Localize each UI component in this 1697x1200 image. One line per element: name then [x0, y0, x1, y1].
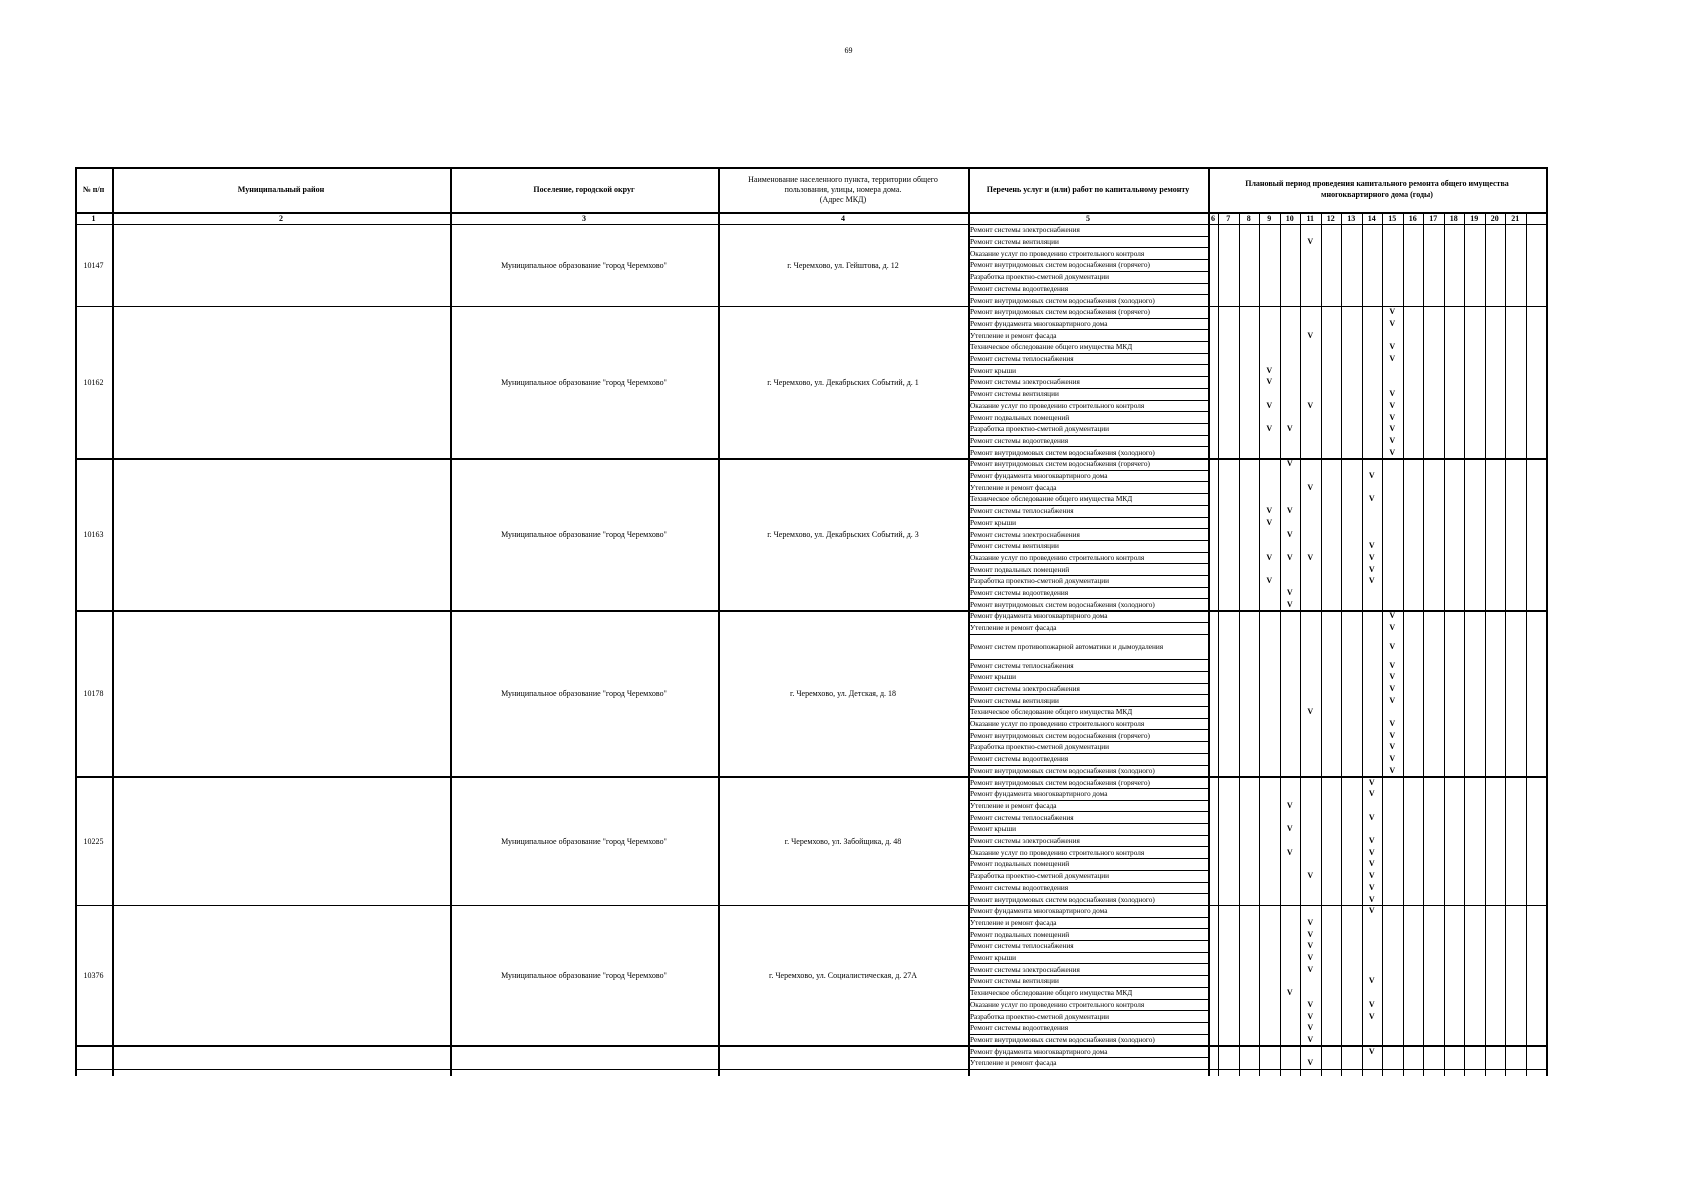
column-number: 17 [1429, 214, 1438, 223]
work-item: Ремонт системы теплоснабжения [970, 506, 1074, 516]
record-settlement: Муниципальное образование "город Черемхово" [501, 530, 667, 540]
year-mark-v: V [1286, 529, 1293, 539]
year-mark-v: V [1286, 988, 1293, 998]
work-item: Ремонт внутридомовых систем водоснабжения (горячего) [970, 730, 1150, 740]
year-mark-v: V [1368, 976, 1375, 986]
record-id: 10376 [83, 971, 104, 981]
page-number: 69 [844, 46, 853, 55]
year-mark-v: V [1389, 641, 1396, 651]
year-column-border [1300, 212, 1301, 1076]
record-id: 10163 [83, 530, 104, 540]
year-column-border [1423, 212, 1424, 1076]
year-mark-v: V [1389, 623, 1396, 633]
year-mark-v: V [1286, 847, 1293, 857]
column-border [1208, 167, 1210, 1076]
work-item: Ремонт системы электроснабжения [970, 377, 1080, 387]
column-number: 15 [1388, 214, 1397, 223]
work-item: Ремонт системы электроснабжения [970, 964, 1080, 974]
year-mark-v: V [1307, 999, 1314, 1009]
column-numbers-bottom-border [75, 224, 1546, 225]
year-mark-v: V [1389, 730, 1396, 740]
year-mark-v: V [1368, 789, 1375, 799]
column-number: 13 [1347, 214, 1356, 223]
header-period-line: многоквартирного дома (годы) [1321, 190, 1433, 199]
record-divider [75, 306, 1546, 308]
column-number: 14 [1367, 214, 1376, 223]
year-mark-v: V [1389, 683, 1396, 693]
record-address: г. Черемхово, ул. Социалистическая, д. 27А [768, 971, 918, 981]
year-mark-v: V [1368, 541, 1375, 551]
work-item: Ремонт внутридомовых систем водоснабжения (горячего) [970, 459, 1150, 469]
column-number: 8 [1246, 214, 1251, 223]
year-mark-v: V [1389, 611, 1396, 621]
column-number: 11 [1306, 214, 1315, 223]
work-item: Ремонт системы водоотведения [970, 283, 1069, 293]
year-mark-v: V [1389, 318, 1396, 328]
year-column-border [1321, 212, 1322, 1076]
year-mark-v: V [1307, 330, 1314, 340]
column-number: 19 [1470, 214, 1479, 223]
year-mark-v: V [1266, 576, 1273, 586]
record-divider [75, 905, 1546, 907]
year-column-border [1485, 212, 1486, 1076]
record-address: г. Черемхово, ул. Гейштова, д. 12 [787, 260, 899, 270]
year-mark-v: V [1368, 564, 1375, 574]
year-mark-v: V [1389, 742, 1396, 752]
year-mark-v: V [1286, 588, 1293, 598]
column-number: 6 [1211, 214, 1215, 223]
work-item: Утепление и ремонт фасада [970, 623, 1057, 633]
work-item: Ремонт системы теплоснабжения [970, 941, 1074, 951]
year-mark-v: V [1286, 599, 1293, 609]
year-mark-v: V [1368, 847, 1375, 857]
column-number: 10 [1285, 214, 1294, 223]
column-border [75, 167, 77, 1076]
year-column-border [1280, 212, 1281, 1076]
work-item: Разработка проектно-сметной документации [970, 424, 1110, 434]
year-mark-v: V [1286, 824, 1293, 834]
year-mark-v: V [1368, 471, 1375, 481]
work-item: Ремонт системы вентиляции [970, 976, 1059, 986]
header-period-line: Плановый период проведения капитального ремонта общего имущества [1245, 179, 1509, 188]
year-mark-v: V [1368, 859, 1375, 869]
year-mark-v: V [1368, 894, 1375, 904]
year-mark-v: V [1266, 517, 1273, 527]
year-mark-v: V [1389, 307, 1396, 317]
column-number: 4 [841, 214, 845, 223]
year-mark-v: V [1307, 1058, 1314, 1068]
work-item: Ремонт внутридомовых систем водоснабжения (горячего) [970, 777, 1150, 787]
header-address-line: Наименование населенного пункта, территории общего [748, 175, 938, 184]
work-item: Утепление и ремонт фасада [970, 482, 1057, 492]
year-mark-v: V [1307, 964, 1314, 974]
year-mark-v: V [1307, 953, 1314, 963]
year-mark-v: V [1368, 576, 1375, 586]
column-number: 20 [1490, 214, 1499, 223]
year-mark-v: V [1368, 999, 1375, 1009]
work-item: Утепление и ремонт фасада [970, 800, 1057, 810]
work-item: Ремонт системы водоотведения [970, 754, 1069, 764]
work-item: Ремонт внутридомовых систем водоснабжения (холодного) [970, 765, 1155, 775]
work-item: Оказание услуг по проведению строительного контроля [970, 847, 1145, 857]
work-item: Ремонт крыши [970, 672, 1017, 682]
work-item: Ремонт фундамента многоквартирного дома [970, 1046, 1108, 1056]
year-column-border [1505, 212, 1506, 1076]
year-mark-v: V [1368, 836, 1375, 846]
record-id: 10147 [83, 260, 104, 270]
year-mark-v: V [1307, 400, 1314, 410]
work-item: Техническое обследование общего имущества МКД [970, 988, 1133, 998]
year-mark-v: V [1368, 906, 1375, 916]
year-mark-v: V [1389, 424, 1396, 434]
year-column-border [1362, 212, 1363, 1076]
work-item: Утепление и ремонт фасада [970, 1058, 1057, 1068]
column-border [112, 167, 114, 1076]
record-divider [75, 776, 1546, 778]
year-column-border [1464, 212, 1465, 1076]
work-item: Ремонт фундамента многоквартирного дома [970, 471, 1108, 481]
year-column-border [1444, 212, 1445, 1076]
work-item: Ремонт фундамента многоквартирного дома [970, 789, 1108, 799]
work-item: Утепление и ремонт фасада [970, 917, 1057, 927]
record-settlement: Муниципальное образование "город Черемхово" [501, 836, 667, 846]
column-number: 12 [1326, 214, 1335, 223]
year-mark-v: V [1266, 377, 1273, 387]
column-number: 7 [1226, 214, 1231, 223]
work-item: Ремонт подвальных помещений [970, 929, 1070, 939]
work-item: Утепление и ремонт фасада [970, 330, 1057, 340]
record-settlement: Муниципальное образование "город Черемхово" [501, 260, 667, 270]
header-district: Муниципальный район [237, 184, 325, 194]
work-item: Ремонт крыши [970, 953, 1017, 963]
work-item: Ремонт системы теплоснабжения [970, 354, 1074, 364]
column-number: 18 [1449, 214, 1458, 223]
record-settlement: Муниципальное образование "город Черемхово" [501, 377, 667, 387]
year-mark-v: V [1389, 435, 1396, 445]
header-works: Перечень услуг и (или) работ по капитальному ремонту [986, 184, 1190, 194]
column-number: 1 [91, 214, 96, 223]
year-mark-v: V [1389, 719, 1396, 729]
year-mark-v: V [1368, 494, 1375, 504]
work-item: Ремонт системы электроснабжения [970, 836, 1080, 846]
header-address-line: пользования, улицы, номера дома. [784, 185, 902, 194]
year-column-border [1526, 212, 1527, 1076]
year-column-border [1259, 212, 1260, 1076]
column-border [718, 167, 720, 1076]
year-mark-v: V [1307, 1034, 1314, 1044]
work-item: Оказание услуг по проведению строительного контроля [970, 400, 1145, 410]
year-column-border [1218, 212, 1219, 1076]
year-mark-v: V [1389, 754, 1396, 764]
year-mark-v: V [1389, 447, 1396, 457]
work-item: Ремонт крыши [970, 365, 1017, 375]
column-number: 5 [1086, 214, 1090, 223]
work-item: Ремонт внутридомовых систем водоснабжения (горячего) [970, 260, 1150, 270]
year-mark-v: V [1307, 552, 1314, 562]
year-mark-v: V [1307, 1023, 1314, 1033]
work-item: Ремонт системы вентиляции [970, 541, 1059, 551]
work-item: Ремонт подвальных помещений [970, 564, 1070, 574]
work-item: Ремонт подвальных помещений [970, 412, 1070, 422]
work-item: Ремонт системы электроснабжения [970, 683, 1080, 693]
work-item: Ремонт крыши [970, 824, 1017, 834]
work-item: Разработка проектно-сметной документации [970, 742, 1110, 752]
year-column-border [1403, 212, 1404, 1076]
work-item: Оказание услуг по проведению строительного контроля [970, 999, 1145, 1009]
work-item: Ремонт системы электроснабжения [970, 529, 1080, 539]
work-item: Разработка проектно-сметной документации [970, 871, 1110, 881]
column-number: 3 [582, 214, 586, 223]
year-mark-v: V [1368, 882, 1375, 892]
record-id: 10225 [83, 836, 104, 846]
work-item: Ремонт системы водоотведения [970, 1023, 1069, 1033]
year-mark-v: V [1307, 1011, 1314, 1021]
work-item: Оказание услуг по проведению строительного контроля [970, 248, 1145, 258]
work-item: Ремонт крыши [970, 517, 1017, 527]
work-item: Ремонт внутридомовых систем водоснабжения (горячего) [970, 307, 1150, 317]
year-mark-v: V [1389, 389, 1396, 399]
record-settlement: Муниципальное образование "город Черемхово" [501, 971, 667, 981]
year-mark-v: V [1389, 672, 1396, 682]
work-item: Ремонт системы электроснабжения [970, 225, 1080, 235]
year-mark-v: V [1307, 707, 1314, 717]
year-mark-v: V [1389, 400, 1396, 410]
work-item: Ремонт внутридомовых систем водоснабжения (холодного) [970, 1034, 1155, 1044]
year-mark-v: V [1389, 342, 1396, 352]
year-mark-v: V [1307, 929, 1314, 939]
year-mark-v: V [1389, 765, 1396, 775]
column-number: 2 [279, 214, 283, 223]
work-item: Ремонт фундамента многоквартирного дома [970, 906, 1108, 916]
work-item: Ремонт системы вентиляции [970, 389, 1059, 399]
record-id: 10162 [83, 377, 104, 387]
year-mark-v: V [1389, 695, 1396, 705]
year-mark-v: V [1389, 354, 1396, 364]
work-item: Ремонт системы теплоснабжения [970, 660, 1074, 670]
column-border [968, 167, 970, 1076]
year-mark-v: V [1307, 917, 1314, 927]
record-divider [75, 610, 1546, 612]
record-divider [75, 458, 1546, 460]
year-mark-v: V [1307, 871, 1314, 881]
year-column-border [1341, 212, 1342, 1076]
year-mark-v: V [1266, 400, 1273, 410]
header-address-line: (Адрес МКД) [819, 195, 867, 204]
year-mark-v: V [1368, 552, 1375, 562]
column-border [1546, 167, 1548, 1076]
year-mark-v: V [1307, 941, 1314, 951]
year-mark-v: V [1368, 777, 1375, 787]
work-item: Ремонт подвальных помещений [970, 859, 1070, 869]
year-mark-v: V [1266, 424, 1273, 434]
work-item: Ремонт внутридомовых систем водоснабжения (холодного) [970, 894, 1155, 904]
work-item: Разработка проектно-сметной документации [970, 272, 1110, 282]
work-item: Ремонт системы водоотведения [970, 882, 1069, 892]
record-id: 10178 [83, 689, 104, 699]
year-mark-v: V [1286, 459, 1293, 469]
work-item: Ремонт фундамента многоквартирного дома [970, 318, 1108, 328]
work-item: Оказание услуг по проведению строительного контроля [970, 719, 1145, 729]
year-mark-v: V [1286, 506, 1293, 516]
work-row-divider [968, 634, 1208, 635]
year-column-border [1382, 212, 1383, 1076]
year-mark-v: V [1266, 506, 1273, 516]
work-item: Техническое обследование общего имущества МКД [970, 494, 1133, 504]
year-mark-v: V [1389, 412, 1396, 422]
record-address: г. Черемхово, ул. Декабрьских Событий, д. 3 [767, 530, 919, 540]
year-mark-v: V [1368, 1046, 1375, 1056]
record-divider [75, 1069, 1546, 1071]
record-settlement: Муниципальное образование "город Черемхово" [501, 689, 667, 699]
year-mark-v: V [1286, 552, 1293, 562]
work-item: Ремонт системы водоотведения [970, 435, 1069, 445]
work-item: Ремонт внутридомовых систем водоснабжения (холодного) [970, 447, 1155, 457]
header-settlement: Поселение, городской округ [533, 184, 635, 194]
column-number: 16 [1408, 214, 1417, 223]
record-divider [75, 1045, 1546, 1047]
record-address: г. Черемхово, ул. Детская, д. 18 [789, 689, 897, 699]
work-item: Ремонт внутридомовых систем водоснабжения (холодного) [970, 295, 1155, 305]
table-top-border [75, 167, 1546, 169]
year-mark-v: V [1286, 424, 1293, 434]
column-number: 9 [1267, 214, 1272, 223]
header-row-number: № п/п [82, 184, 105, 194]
work-item: Ремонт внутридомовых систем водоснабжения (холодного) [970, 599, 1155, 609]
year-mark-v: V [1266, 365, 1273, 375]
work-item: Ремонт системы теплоснабжения [970, 812, 1074, 822]
year-mark-v: V [1307, 237, 1314, 247]
year-mark-v: V [1307, 482, 1314, 492]
column-number: 21 [1511, 214, 1520, 223]
work-item: Разработка проектно-сметной документации [970, 576, 1110, 586]
column-border [450, 167, 452, 1076]
work-item: Ремонт системы водоотведения [970, 588, 1069, 598]
work-item: Разработка проектно-сметной документации [970, 1011, 1110, 1021]
work-item: Техническое обследование общего имущества МКД [970, 707, 1133, 717]
year-mark-v: V [1389, 660, 1396, 670]
year-mark-v: V [1286, 800, 1293, 810]
work-item: Ремонт систем противопожарной автоматики и дымоудаления [970, 641, 1164, 651]
work-item: Ремонт системы вентиляции [970, 695, 1059, 705]
work-item: Оказание услуг по проведению строительного контроля [970, 552, 1145, 562]
work-item: Ремонт фундамента многоквартирного дома [970, 611, 1108, 621]
work-item: Ремонт системы вентиляции [970, 237, 1059, 247]
year-mark-v: V [1266, 552, 1273, 562]
year-column-border [1239, 212, 1240, 1076]
work-item: Техническое обследование общего имущества МКД [970, 342, 1133, 352]
record-address: г. Черемхово, ул. Декабрьских Событий, д. 1 [767, 377, 919, 387]
year-mark-v: V [1368, 1011, 1375, 1021]
year-mark-v: V [1368, 871, 1375, 881]
record-address: г. Черемхово, ул. Забойщика, д. 48 [784, 836, 902, 846]
year-mark-v: V [1368, 812, 1375, 822]
